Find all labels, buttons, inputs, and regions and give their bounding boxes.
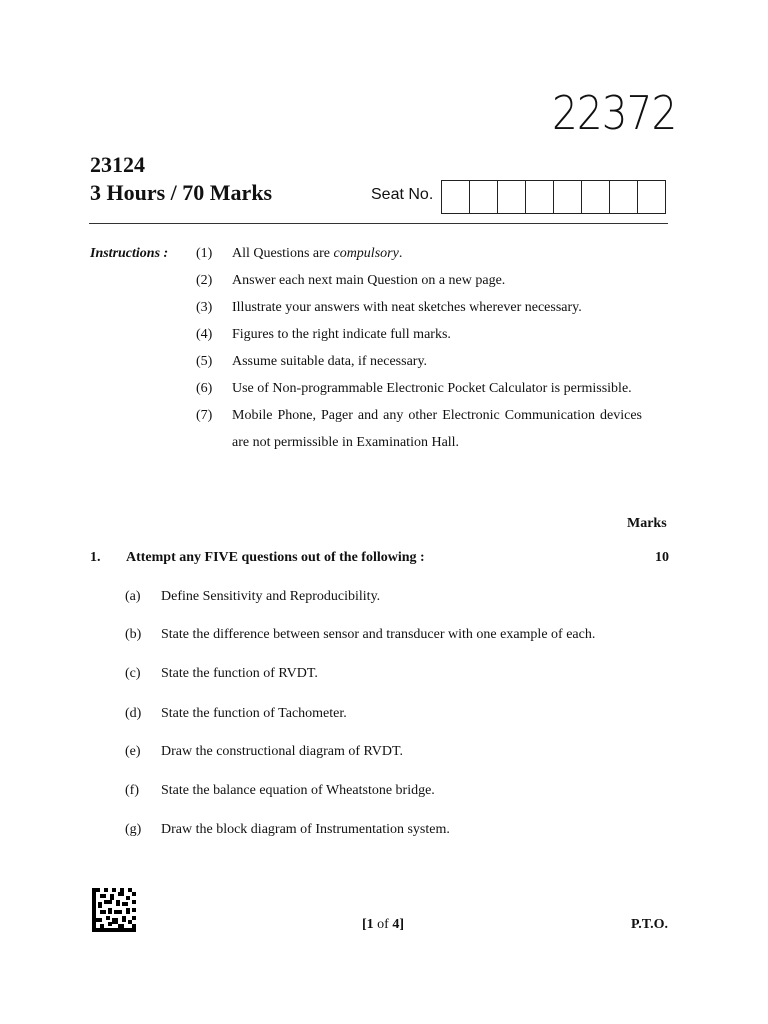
seat-number-box [526, 181, 554, 213]
seat-number-box [554, 181, 582, 213]
subquestion-letter: (e) [125, 744, 141, 759]
instruction-number: (4) [196, 327, 213, 342]
subquestion-letter: (b) [125, 627, 142, 642]
seat-number-box [470, 181, 498, 213]
seat-number-boxes [441, 180, 666, 214]
instruction-text: Assume suitable data, if necessary. [232, 354, 428, 369]
instruction-number: (1) [196, 246, 213, 261]
subject-code: 23124 [90, 152, 145, 177]
instruction-number: (6) [196, 381, 213, 396]
instruction-text: Answer each next main Question on a new page. [232, 273, 506, 288]
subquestion-text: State the balance equation of Wheatstone bridge. [161, 783, 435, 798]
instruction-text: Use of Non-programmable Electronic Pocket Calculator is permissible. [232, 381, 632, 396]
subquestion-letter: (c) [125, 666, 141, 681]
subquestion-text: Draw the constructional diagram of RVDT. [161, 744, 403, 759]
paper-code: 22372 [551, 86, 676, 140]
seat-number-box [582, 181, 610, 213]
instruction-number: (2) [196, 273, 213, 288]
instruction-text: Figures to the right indicate full marks. [232, 327, 451, 342]
subquestion-letter: (d) [125, 706, 142, 721]
instruction-number: (3) [196, 300, 213, 315]
header-divider [89, 223, 668, 224]
question-marks: 10 [655, 550, 669, 565]
subquestion-letter: (g) [125, 822, 142, 837]
marks-heading: Marks [627, 516, 667, 531]
seat-number-label: Seat No. [371, 186, 434, 203]
subquestion-text: State the difference between sensor and transducer with one example of each. [161, 627, 596, 642]
subquestion-text: State the function of RVDT. [161, 666, 318, 681]
pto-label: P.T.O. [631, 917, 668, 932]
question-number: 1. [90, 550, 101, 565]
subquestion-letter: (f) [125, 783, 139, 798]
instruction-text: Mobile Phone, Pager and any other Electronic Communication devices are not permissible in Examination Hall. [232, 408, 642, 450]
instruction-number: (5) [196, 354, 213, 369]
page-number: [1 of 4] [362, 917, 405, 932]
duration-marks: 3 Hours / 70 Marks [90, 180, 273, 205]
question-text: Attempt any FIVE questions out of the following : [126, 550, 425, 565]
seat-number-box [498, 181, 526, 213]
subquestion-text: Draw the block diagram of Instrumentation system. [161, 822, 450, 837]
instruction-number: (7) [196, 408, 213, 423]
instruction-text: Illustrate your answers with neat sketches wherever necessary. [232, 300, 582, 315]
instructions-label: Instructions : [90, 246, 169, 261]
subquestion-letter: (a) [125, 589, 141, 604]
seat-number-box [610, 181, 638, 213]
instruction-text: All Questions are compulsory. [232, 246, 403, 261]
subquestion-text: State the function of Tachometer. [161, 706, 347, 721]
qr-code-icon [92, 888, 136, 932]
seat-number-box [442, 181, 470, 213]
subquestion-text: Define Sensitivity and Reproducibility. [161, 589, 381, 604]
instruction-emphasis: compulsory [333, 246, 399, 261]
seat-number-box [638, 181, 666, 213]
